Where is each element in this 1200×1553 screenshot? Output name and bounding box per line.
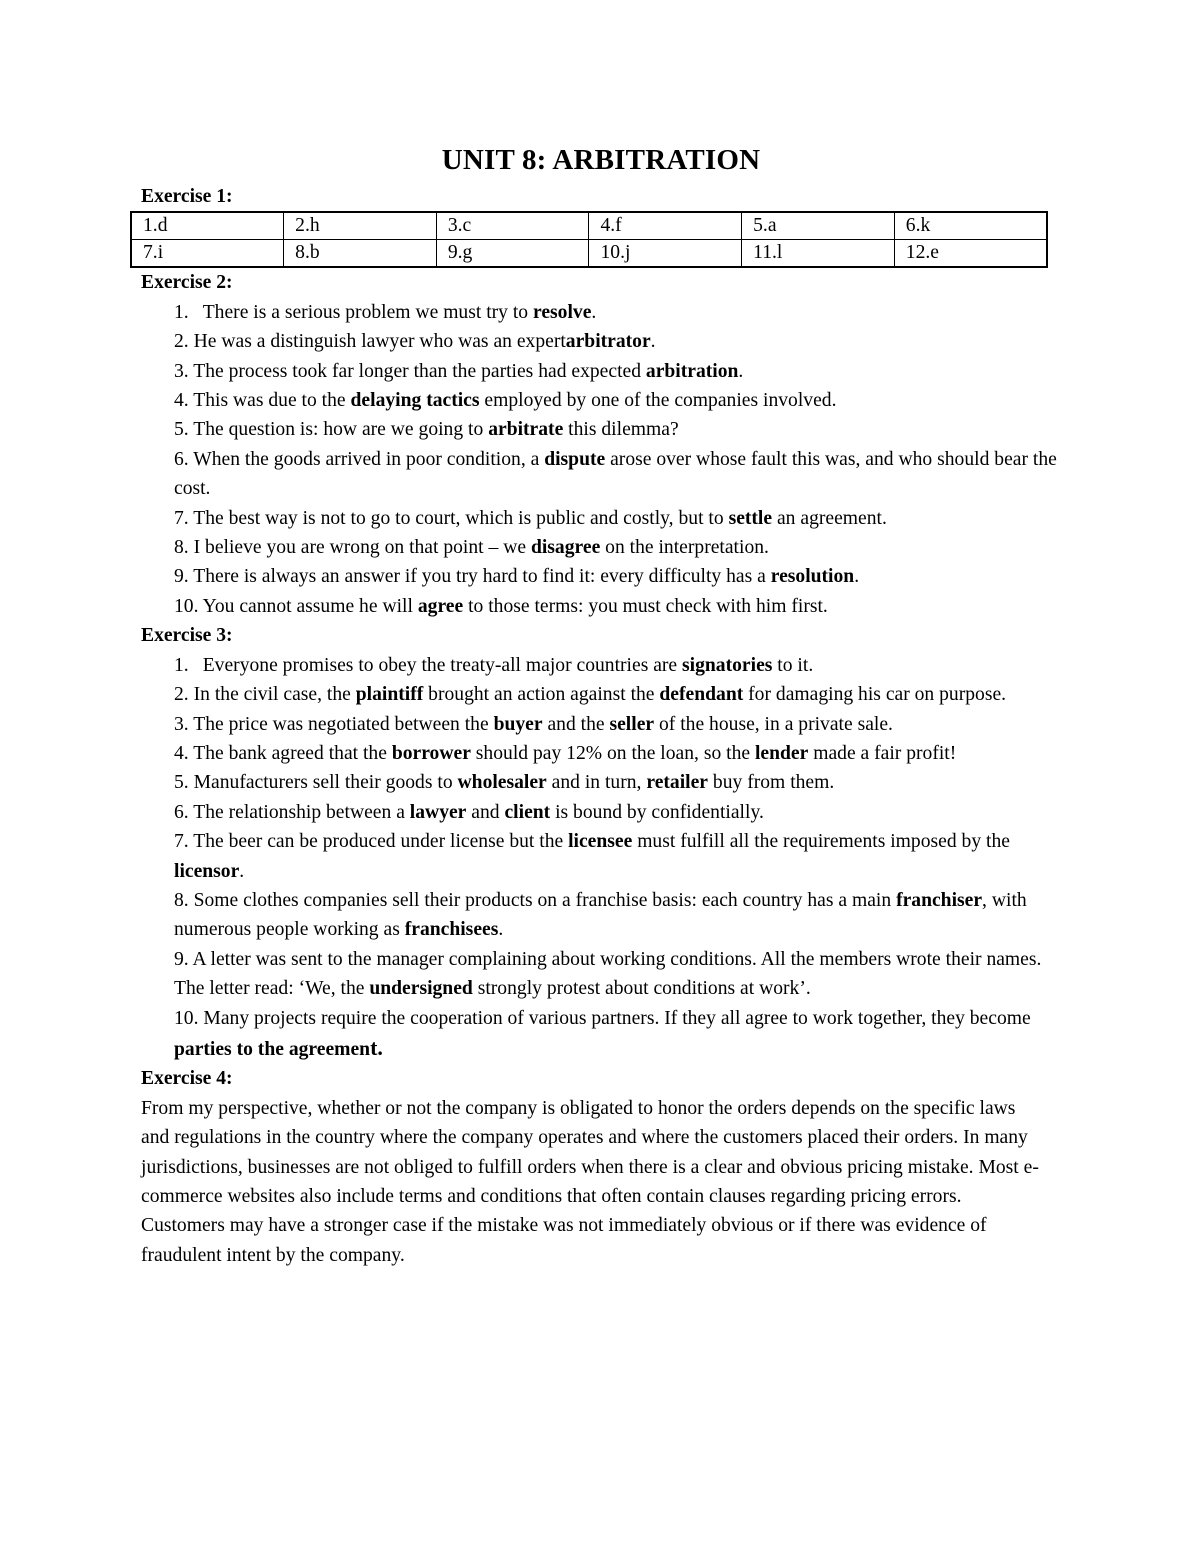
item-text: I believe you are wrong on that point – we — [193, 537, 531, 559]
item-text: should pay 12% on the loan, so the — [470, 742, 755, 764]
item-text: A letter was sent to the manager complaining about working conditions. All the members wrote their names. The letter read: ‘We, the — [174, 948, 1042, 1000]
exercise-4-paragraph: From my perspective, whether or not the company is obligated to honor the orders depends on the specific laws and regulations in the country where the company operates and where the customers placed their orders. In many jurisdictions, businesses are not obliged to fulfill orders when there is a clear and obvious pricing mistake. Most e-commerce websites also include terms and conditions that often contain clauses regarding pricing errors. Customers may have a stronger case if the mistake was not immediately obvious or if there was evidence of fraudulent intent by the company. — [141, 1097, 1039, 1266]
answer-word: signatories — [682, 654, 773, 676]
item-text: is bound by confidentially. — [550, 801, 764, 823]
exercise-3-list — [141, 651, 1061, 1065]
item-text: Everyone promises to obey the treaty-all major countries are — [202, 654, 683, 676]
list-item — [174, 357, 1061, 386]
item-number: 9. — [174, 566, 189, 588]
answer-word: arbitrator — [565, 331, 651, 353]
item-number: 4. — [174, 390, 189, 412]
answer-word: wholesaler — [457, 772, 547, 794]
exercise-2-heading: Exercise 2: — [141, 272, 233, 294]
item-text: made a fair profit! — [808, 742, 957, 764]
list-item — [174, 445, 1061, 504]
table-cell: 1.d — [131, 212, 284, 240]
item-text: and — [466, 801, 505, 823]
item-text: this dilemma? — [563, 419, 679, 441]
item-number: 7. — [174, 507, 189, 529]
item-text: to it. — [772, 654, 814, 676]
table-cell: 11.l — [742, 240, 895, 268]
answer-word: arbitration — [645, 360, 739, 382]
table-cell: 10.j — [589, 240, 742, 268]
table-cell: 2.h — [284, 212, 437, 240]
answer-word: plaintiff — [355, 684, 424, 706]
exercise-4-heading: Exercise 4: — [141, 1068, 233, 1090]
item-number: 3. — [174, 713, 189, 735]
answer-word: resolution — [770, 566, 855, 588]
item-text: and in turn, — [546, 772, 647, 794]
item-text: There is always an answer if you try hard to find it: every difficulty has a — [193, 566, 771, 588]
answer-word: undersigned — [369, 978, 473, 1000]
item-text: . — [854, 566, 860, 588]
item-text: , with numerous people working as — [174, 889, 1027, 941]
item-text: and the — [542, 713, 610, 735]
item-text: . — [239, 860, 245, 882]
list-item — [174, 651, 1061, 680]
table-cell: 7.i — [131, 240, 284, 268]
item-text: This was due to the — [193, 390, 351, 412]
item-text: . — [591, 301, 597, 323]
item-text: an agreement. — [772, 507, 887, 529]
answer-word: licensor — [174, 860, 240, 882]
answer-word: licensee — [568, 831, 633, 853]
item-text: must fulfill all the requirements imposed by the — [632, 831, 1010, 853]
list-item — [174, 298, 1061, 327]
answer-key-table — [130, 211, 1048, 268]
table-cell: 3.c — [436, 212, 589, 240]
item-text: When the goods arrived in poor condition, a — [193, 448, 545, 470]
exercise-1-heading: Exercise 1: — [141, 186, 233, 207]
list-item — [174, 739, 1061, 768]
item-text: Manufacturers sell their goods to — [193, 772, 458, 794]
item-text: . — [498, 919, 504, 941]
answer-word: arbitrate — [488, 419, 564, 441]
list-item — [174, 945, 1061, 1004]
item-text: He was a distinguish lawyer who was an expert — [193, 331, 566, 353]
document-page — [141, 140, 1061, 1270]
answer-word: lawyer — [409, 801, 467, 823]
item-number: 8. — [174, 889, 189, 911]
item-text: Some clothes companies sell their products on a franchise basis: each country has a main — [193, 889, 897, 911]
answer-word: franchisees — [404, 919, 499, 941]
answer-word: delaying tactics — [350, 390, 480, 412]
item-text: on the interpretation. — [600, 537, 769, 559]
answer-word: franchiser — [896, 889, 983, 911]
table-cell: 6.k — [894, 212, 1047, 240]
item-text: The question is: how are we going to — [193, 419, 489, 441]
answer-word: agree — [417, 595, 464, 617]
list-item — [174, 592, 1061, 621]
list-item — [174, 798, 1061, 827]
answer-word: defendant — [659, 684, 744, 706]
item-text: The process took far longer than the parties had expected — [193, 360, 646, 382]
item-text: The best way is not to go to court, which is public and costly, but to — [193, 507, 729, 529]
answer-word: client — [504, 801, 551, 823]
item-text: There is a serious problem we must try to — [202, 301, 534, 323]
list-item — [174, 827, 1061, 886]
list-item — [174, 533, 1061, 562]
answer-word: resolve — [533, 301, 592, 323]
item-text: The bank agreed that the — [193, 742, 392, 764]
item-text: strongly protest about conditions at work’. — [472, 978, 811, 1000]
answer-word: dispute — [544, 448, 606, 470]
list-item — [174, 327, 1061, 356]
answer-word: settle — [728, 507, 773, 529]
answer-word: seller — [609, 713, 655, 735]
item-text: . — [650, 331, 656, 353]
answer-word: parties to the agreemen — [174, 1038, 371, 1060]
page-title: UNIT 8: ARBITRATION — [441, 144, 761, 176]
item-number: 6. — [174, 801, 189, 823]
item-text: arose over whose fault this was, and who should bear the cost. — [174, 448, 1057, 500]
item-number: 5. — [174, 419, 189, 441]
list-item — [174, 415, 1061, 444]
answer-word: lender — [754, 742, 809, 764]
answer-word: borrower — [391, 742, 471, 764]
answer-word: retailer — [646, 772, 709, 794]
item-number: 8. — [174, 537, 189, 559]
item-text: The relationship between a — [193, 801, 410, 823]
list-item — [174, 768, 1061, 797]
table-cell: 4.f — [589, 212, 742, 240]
item-number: 2. — [174, 331, 189, 353]
item-number: 1. — [174, 301, 189, 323]
item-number: 10. — [174, 595, 199, 617]
item-text: brought an action against the — [423, 684, 660, 706]
exercise-3-heading: Exercise 3: — [141, 625, 233, 647]
item-text: The price was negotiated between the — [193, 713, 494, 735]
list-item — [174, 710, 1061, 739]
item-number: 10. — [174, 1007, 199, 1029]
item-text: In the civil case, the — [193, 684, 356, 706]
item-text: for damaging his car on purpose. — [743, 684, 1007, 706]
item-text: You cannot assume he will — [202, 595, 418, 617]
list-item — [174, 562, 1061, 591]
item-number: 1. — [174, 654, 189, 676]
list-item — [174, 504, 1061, 533]
answer-word: t. — [370, 1034, 383, 1060]
item-text: buy from them. — [708, 772, 835, 794]
list-item — [174, 886, 1061, 945]
table-cell: 9.g — [436, 240, 589, 268]
item-text: employed by one of the companies involved. — [479, 390, 837, 412]
table-row — [131, 212, 1047, 240]
exercise-2-list — [141, 298, 1061, 621]
item-number: 9. — [174, 948, 189, 970]
table-row — [131, 240, 1047, 268]
list-item — [174, 386, 1061, 415]
answer-word: buyer — [493, 713, 543, 735]
answer-word: disagree — [530, 537, 601, 559]
item-text: to those terms: you must check with him first. — [463, 595, 828, 617]
item-number: 5. — [174, 772, 189, 794]
item-text: . — [738, 360, 744, 382]
item-number: 3. — [174, 360, 189, 382]
item-number: 6. — [174, 448, 189, 470]
list-item — [174, 680, 1061, 709]
item-number: 2. — [174, 684, 189, 706]
item-number: 7. — [174, 831, 189, 853]
table-cell: 12.e — [894, 240, 1047, 268]
item-text: of the house, in a private sale. — [654, 713, 893, 735]
table-cell: 8.b — [284, 240, 437, 268]
list-item — [174, 1004, 1061, 1065]
item-text: Many projects require the cooperation of various partners. If they all agree to work together, they become — [203, 1007, 1031, 1029]
table-cell: 5.a — [742, 212, 895, 240]
item-number: 4. — [174, 742, 189, 764]
item-text: The beer can be produced under license but the — [193, 831, 569, 853]
